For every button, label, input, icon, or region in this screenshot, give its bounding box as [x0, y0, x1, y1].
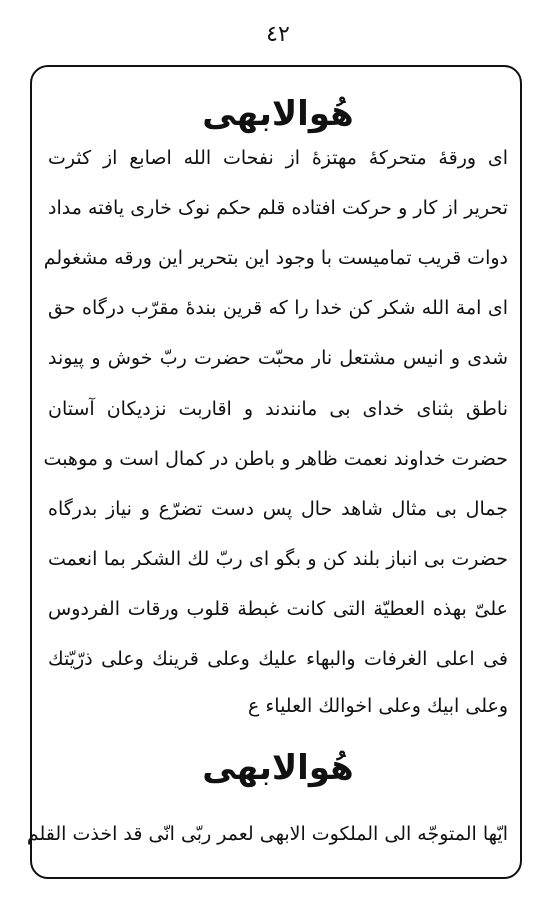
heading-huwal-abha-1: هُوالابهی	[202, 94, 354, 134]
text-line: حضرت خداوند نعمت ظاهر و باطن در کمال است و موهبت	[43, 448, 508, 470]
text-line: دوات قریب تمامیست با وجود این بتحریر این ورقه مشغولم	[43, 247, 508, 269]
text-line: علیّ بهذه العطیّة التی کانت غبطة قلوب ورقات الفردوس	[48, 598, 508, 620]
text-line: فی اعلی الغرفات والبهاء علیك وعلی قرینك وعلی ذرّیّتك	[48, 648, 508, 670]
text-line: تحریر از کار و حرکت افتاده قلم حکم نوک خاری یافته مداد	[48, 197, 508, 219]
text-line: ای امة الله شکر کن خدا را که قرین بندهٔ مقرّب درگاه حق	[48, 297, 508, 319]
text-line: ناطق بثنای خدای بی مانندند و اقاربت نزدیکان آستان	[48, 398, 508, 420]
page-number: ٤٢	[266, 22, 290, 47]
text-line: ایّها المتوجّه الی الملکوت الابهی لعمر ربّی انّی قد اخذت القلم	[26, 823, 508, 845]
text-line: جمال بی مثال شاهد حال پس دست تضرّع و نیاز بدرگاه	[48, 498, 508, 520]
text-line: شدی و انیس مشتعل نار محبّت حضرت ربّ خوش و پیوند	[48, 347, 508, 369]
text-line: وعلی ابیك وعلی اخوالك العلیاء ع	[247, 695, 508, 717]
heading-huwal-abha-2: هُوالابهی	[202, 748, 354, 788]
text-line: ای ورقهٔ متحرکهٔ مهتزهٔ از نفحات الله اصابع از کثرت	[48, 147, 508, 169]
text-line: حضرت بی انباز بلند کن و بگو ای ربّ لك الشکر بما انعمت	[48, 548, 508, 570]
